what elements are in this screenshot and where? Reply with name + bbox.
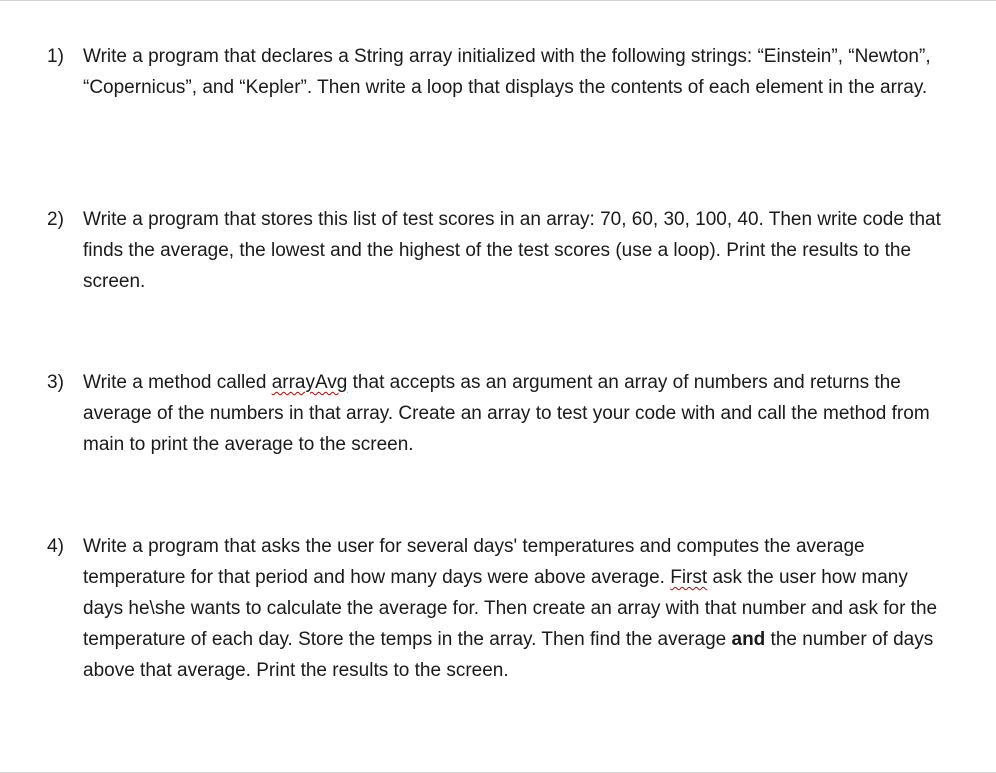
question-text-part: Write a program that asks the user for several days' temperatures and computes the average temperature for that period and how many days were above average.	[83, 536, 865, 588]
bold-word: and	[731, 629, 766, 650]
question-number: 2)	[47, 209, 64, 230]
question-text	[83, 531, 947, 686]
question-text	[83, 367, 947, 460]
question-text: Write a program that declares a String array initialized with the following strings: “Einstein”, “Newton”, “Copernicus”, and “Kepler”. Then write a loop that displays the contents of each element in the array.	[83, 46, 931, 98]
question-3	[47, 367, 947, 460]
question-text-part: ask the user how many days he\she wants to calculate the average for. Then create an array with that number and ask for the temperature of each day. Store the temps in the array. Then find the average	[83, 567, 938, 650]
question-number: 1)	[47, 46, 64, 67]
question-text-part: Write a method called	[83, 372, 272, 393]
question-number: 4)	[47, 536, 64, 557]
question-text-part: the number of days above that average. Print the results to the screen.	[83, 629, 934, 681]
question-number: 3)	[47, 372, 64, 393]
spellcheck-flagged-word: First	[670, 567, 708, 588]
question-4	[47, 531, 947, 686]
question-text: Write a program that stores this list of test scores in an array: 70, 60, 30, 100, 40. Then write code that finds the average, the lowest and the highest of the test scores (use a loop). Print the results to the screen.	[83, 209, 941, 292]
spellcheck-flagged-word: arrayAvg	[271, 372, 348, 393]
question-text-part: that accepts as an argument an array of numbers and returns the average of the numbers in that array. Create an array to test your code with and call the method from main to print the average to the screen.	[83, 372, 930, 455]
question-1	[47, 41, 947, 103]
question-2	[47, 204, 947, 297]
